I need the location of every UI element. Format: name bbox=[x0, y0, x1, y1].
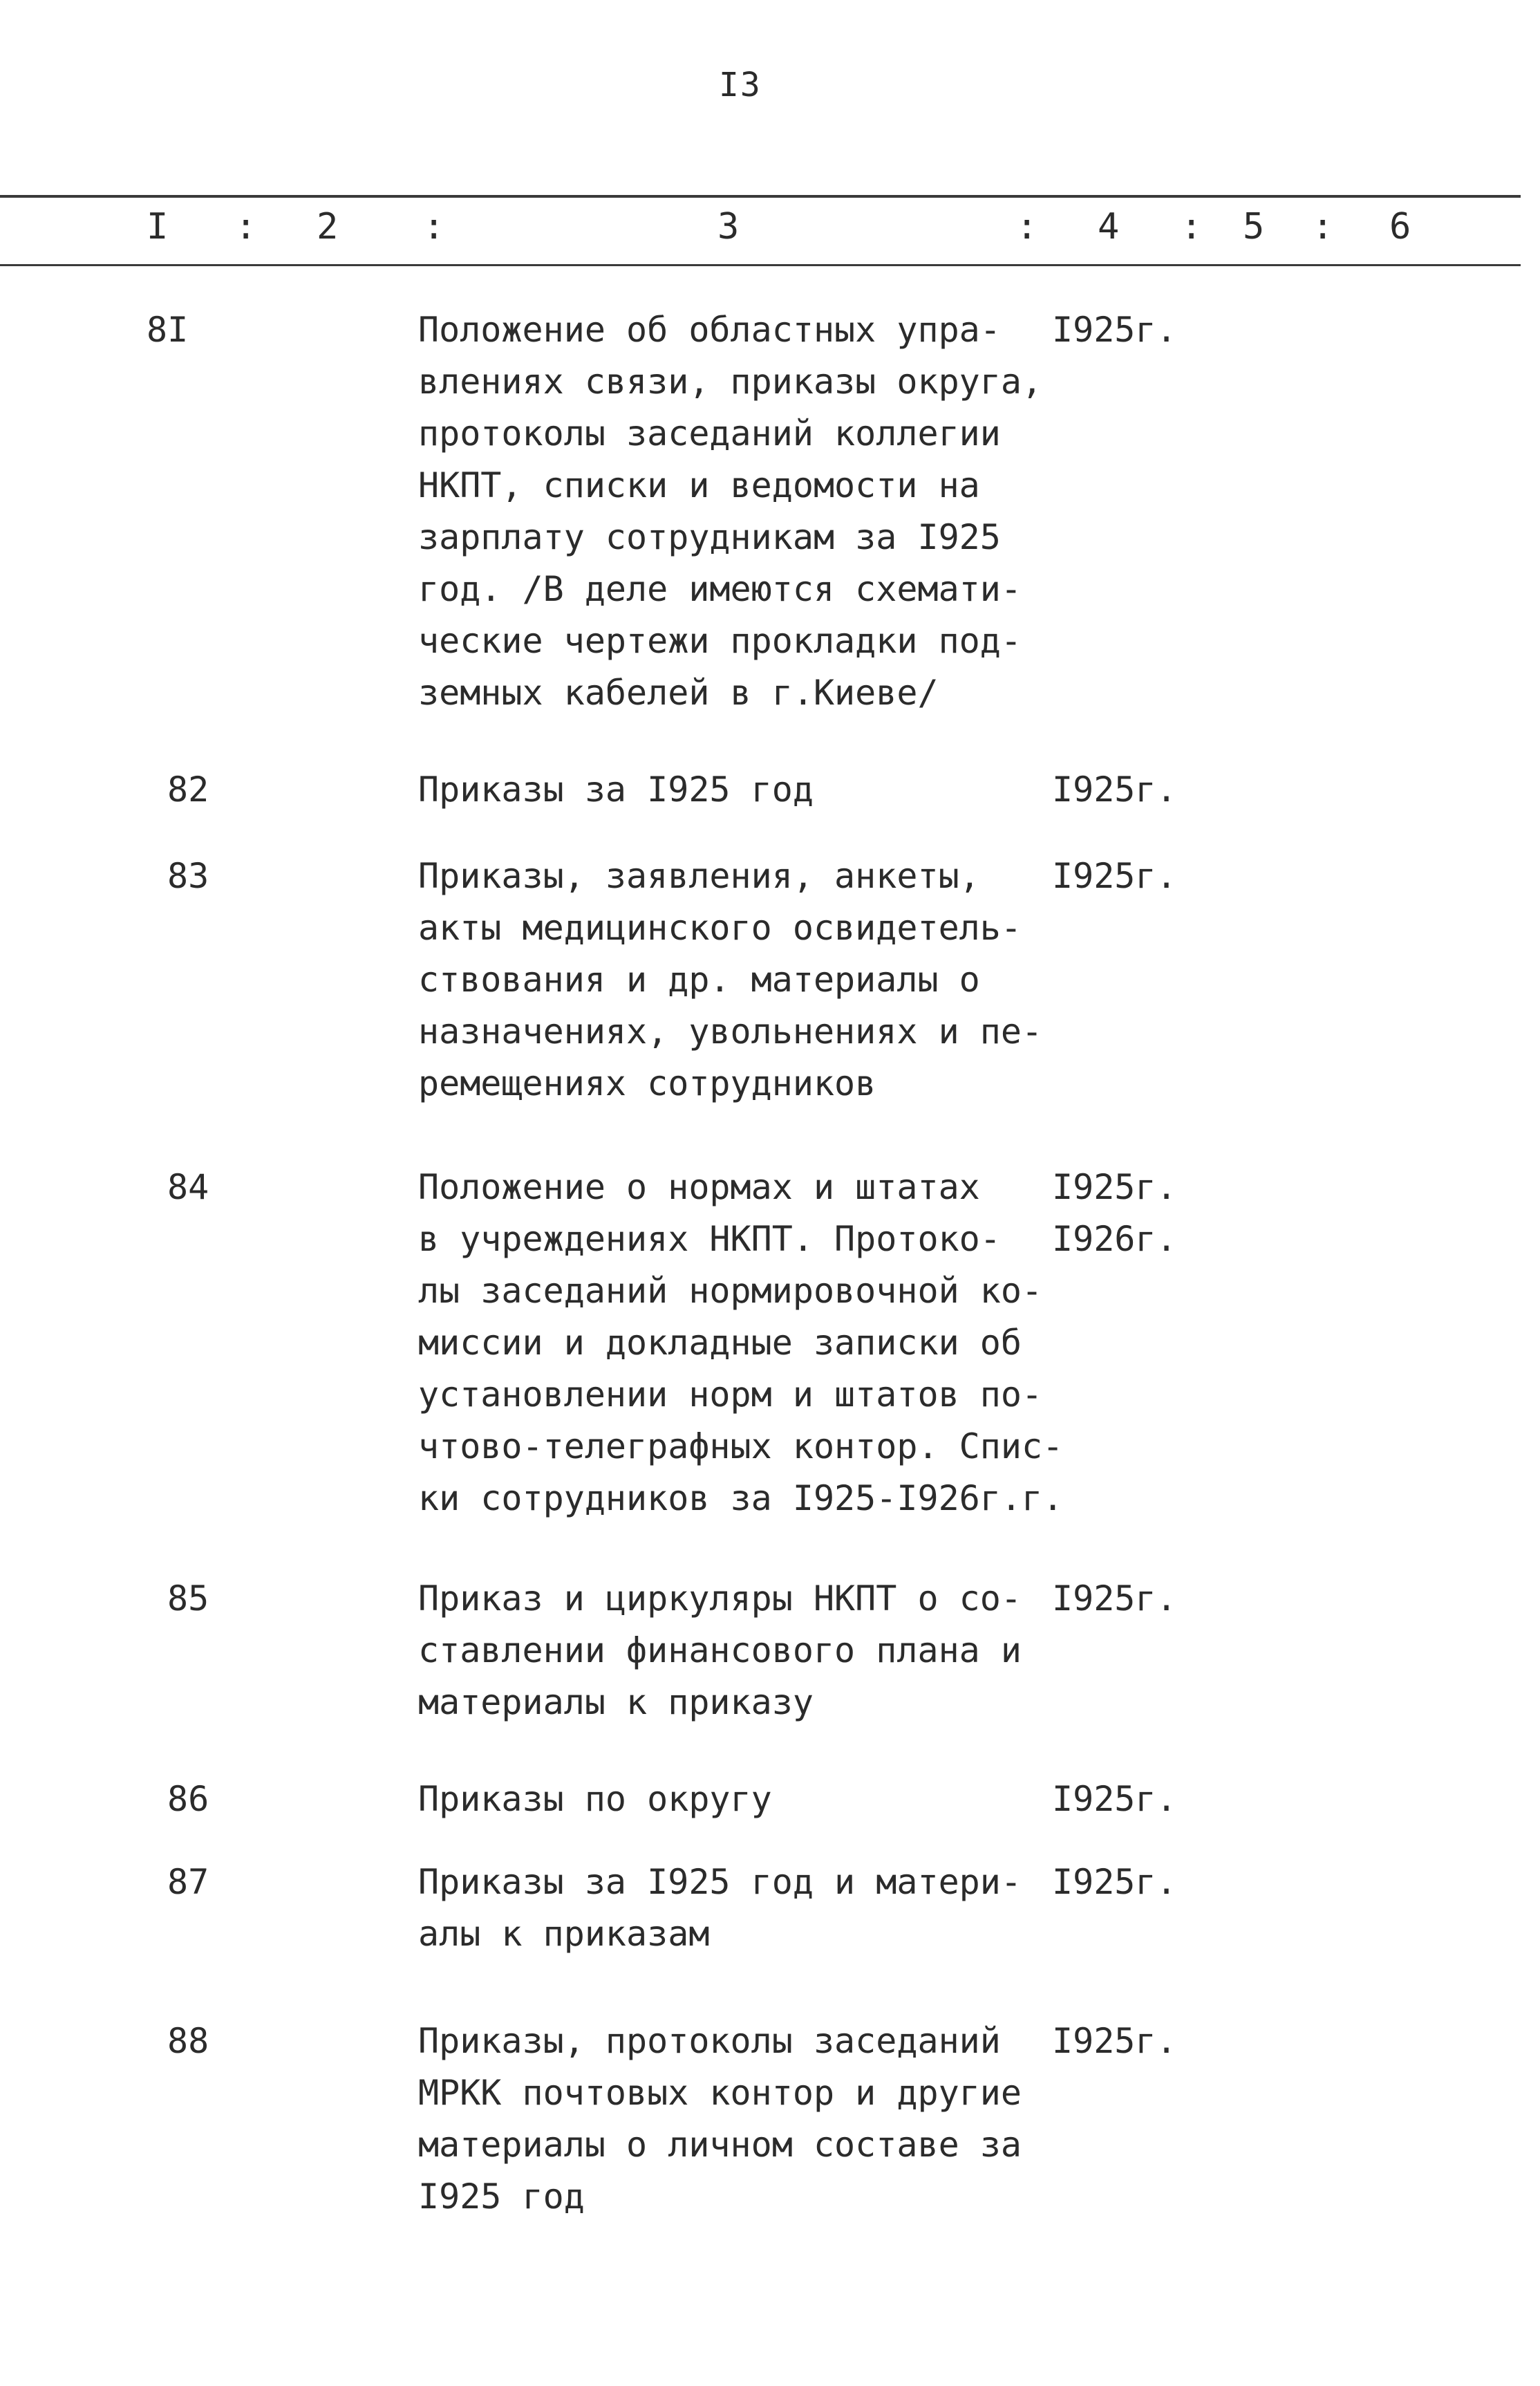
record-dates: I925г. bbox=[1052, 770, 1177, 810]
header-top-rule bbox=[0, 195, 1521, 198]
column-header-6: 6 bbox=[1389, 206, 1411, 248]
column-separator: : bbox=[235, 206, 257, 248]
record-dates: I925г. I926г. bbox=[1052, 1167, 1177, 1259]
column-header-1: I bbox=[147, 206, 169, 248]
record-number: 84 bbox=[167, 1167, 209, 1207]
record-dates: I925г. bbox=[1052, 856, 1177, 896]
record-title: Приказы, заявления, анкеты, акты медицинского освидетель- ствования и др. материалы о назначениях, увольнениях и пе- ремещениях сотрудников bbox=[418, 856, 1043, 1103]
record-dates: I925г. bbox=[1052, 2021, 1177, 2061]
record-number: 8I bbox=[147, 310, 189, 350]
record-title: Приказы за I925 год и матери- алы к приказам bbox=[418, 1862, 1022, 1954]
record-title: Приказ и циркуляры НКПТ о со- ставлении финансового плана и материалы к приказу bbox=[418, 1578, 1022, 1722]
header-bottom-rule bbox=[0, 264, 1521, 266]
record-dates: I925г. bbox=[1052, 1578, 1177, 1619]
record-number: 82 bbox=[167, 770, 209, 810]
column-separator: : bbox=[1181, 206, 1203, 248]
column-header-4: 4 bbox=[1098, 206, 1120, 248]
record-number: 87 bbox=[167, 1862, 209, 1902]
record-dates: I925г. bbox=[1052, 1862, 1177, 1902]
column-header-5: 5 bbox=[1243, 206, 1265, 248]
page-number: I3 bbox=[719, 66, 762, 104]
record-number: 86 bbox=[167, 1779, 209, 1819]
column-separator: : bbox=[1016, 206, 1038, 248]
column-header-3: 3 bbox=[717, 206, 740, 248]
record-number: 85 bbox=[167, 1578, 209, 1619]
record-title: Приказы, протоколы заседаний МРКК почтовых контор и другие материалы о личном составе за I925 год bbox=[418, 2021, 1022, 2217]
column-separator: : bbox=[423, 206, 445, 248]
column-separator: : bbox=[1312, 206, 1334, 248]
record-number: 88 bbox=[167, 2021, 209, 2061]
record-dates: I925г. bbox=[1052, 310, 1177, 350]
column-header-2: 2 bbox=[317, 206, 339, 248]
record-title: Положение об областных упра- влениях связи, приказы округа, протоколы заседаний коллегии НКПТ, списки и ведомости на зарплату сотрудникам за I925 год. /В деле имеются схемати- ческие чертежи прокладки под- земных кабелей в г.Киеве/ bbox=[418, 310, 1043, 713]
record-title: Положение о нормах и штатах в учреждениях НКПТ. Протоко- лы заседаний нормировочной ко- миссии и докладные записки об установлении норм и штатов по- чтово-телеграфных контор. Спис- ки сотрудников за I925-I926г.г. bbox=[418, 1167, 1064, 1518]
record-dates: I925г. bbox=[1052, 1779, 1177, 1819]
record-title: Приказы по округу bbox=[418, 1779, 772, 1819]
record-title: Приказы за I925 год bbox=[418, 770, 814, 810]
record-number: 83 bbox=[167, 856, 209, 896]
